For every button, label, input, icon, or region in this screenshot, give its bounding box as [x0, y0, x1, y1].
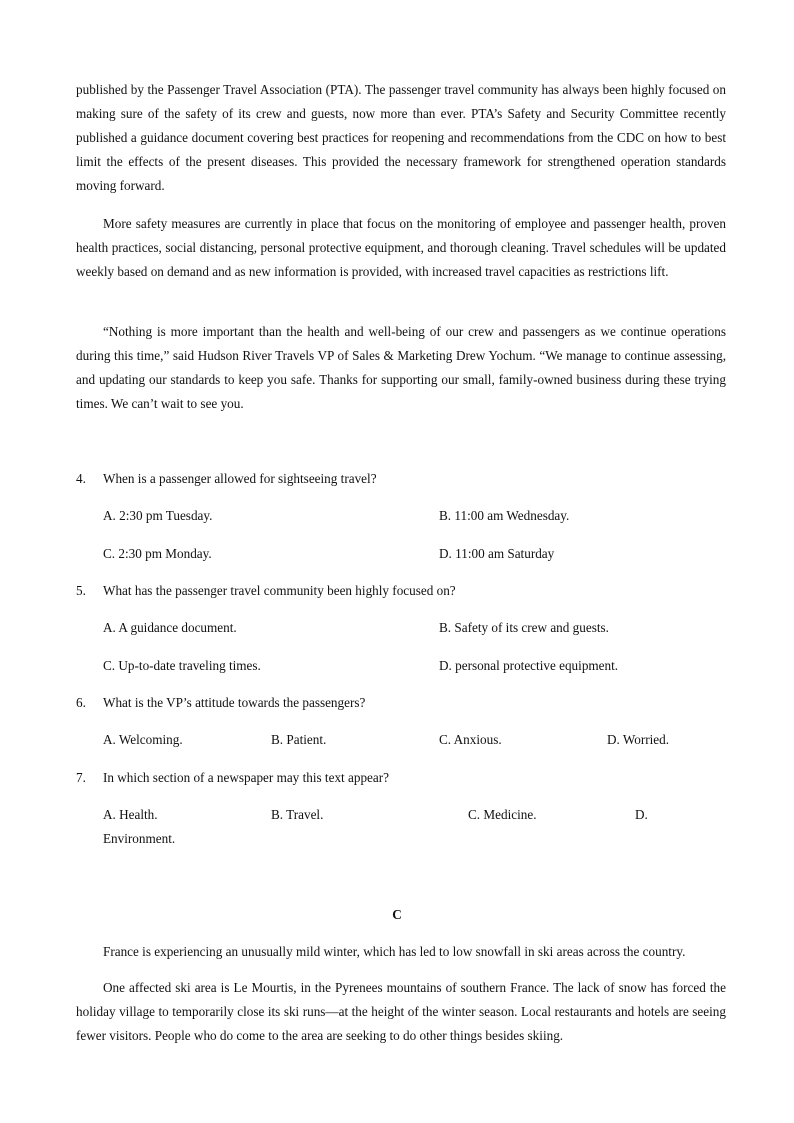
question-number: 4. — [76, 471, 86, 486]
option-d-continued: Environment. — [103, 831, 176, 846]
option-d: D. personal protective equipment. — [439, 658, 619, 673]
option-d: D. Worried. — [607, 732, 670, 747]
passage-b-paragraph-3: “Nothing is more important than the health and well-being of our crew and passengers as we continue operations during this time,” said Hudson River Travels VP of Sales & Marketing Drew Yochum. “We manage to continue assessing, and updating our standards to keep you safe. Thanks for supporting our small, family-owned business during these trying times. We can’t wait to see you. — [76, 324, 726, 411]
option-a: A. Health. — [103, 807, 158, 822]
question-stem: In which section of a newspaper may this text appear? — [103, 770, 389, 785]
option-c: C. Up-to-date traveling times. — [103, 658, 261, 673]
option-d: D. 11:00 am Saturday — [439, 546, 555, 561]
question-stem: When is a passenger allowed for sightseeing travel? — [103, 471, 377, 486]
option-b: B. Safety of its crew and guests. — [439, 620, 609, 635]
passage-b-paragraph-2: More safety measures are currently in place that focus on the monitoring of employee and passenger health, proven health practices, social distancing, personal protective equipment, and thorough cleaning. Travel schedules will be updated weekly based on demand and as new information is provided, with increased travel capacities as restrictions lift. — [76, 216, 726, 279]
passage-c-paragraph-2: One affected ski area is Le Mourtis, in the Pyrenees mountains of southern France. The lack of snow has forced the holiday village to temporarily close its ski runs—at the height of the winter season. Local restaurants and hotels are seeing fewer visitors. People who do come to the area are seeking to do other things besides skiing. — [76, 980, 726, 1043]
option-a: A. 2:30 pm Tuesday. — [103, 508, 213, 523]
question-stem: What has the passenger travel community been highly focused on? — [103, 583, 456, 598]
option-d: D. — [635, 807, 648, 822]
option-c: C. 2:30 pm Monday. — [103, 546, 212, 561]
option-a: A. A guidance document. — [103, 620, 237, 635]
option-b: B. Travel. — [271, 807, 324, 822]
question-number: 5. — [76, 583, 86, 598]
section-heading-c: C — [392, 907, 402, 922]
question-number: 6. — [76, 695, 86, 710]
option-c: C. Medicine. — [468, 807, 537, 822]
option-b: B. Patient. — [271, 732, 327, 747]
passage-b-paragraph-1: published by the Passenger Travel Association (PTA). The passenger travel community has always been highly focused on making sure of the safety of its crew and guests, now more than ever. PTA’s Safety and Security Committee recently published a guidance document covering best practices for reopening and recommendations from the CDC on how to best limit the effects of the present diseases. This provided the necessary framework for strengthened operation standards moving forward. — [76, 82, 726, 193]
question-stem: What is the VP’s attitude towards the passengers? — [103, 695, 366, 710]
option-c: C. Anxious. — [439, 732, 502, 747]
question-number: 7. — [76, 770, 86, 785]
passage-c-paragraph-1: France is experiencing an unusually mild winter, which has led to low snowfall in ski areas across the country. — [103, 944, 686, 959]
option-a: A. Welcoming. — [103, 732, 183, 747]
option-b: B. 11:00 am Wednesday. — [439, 508, 570, 523]
